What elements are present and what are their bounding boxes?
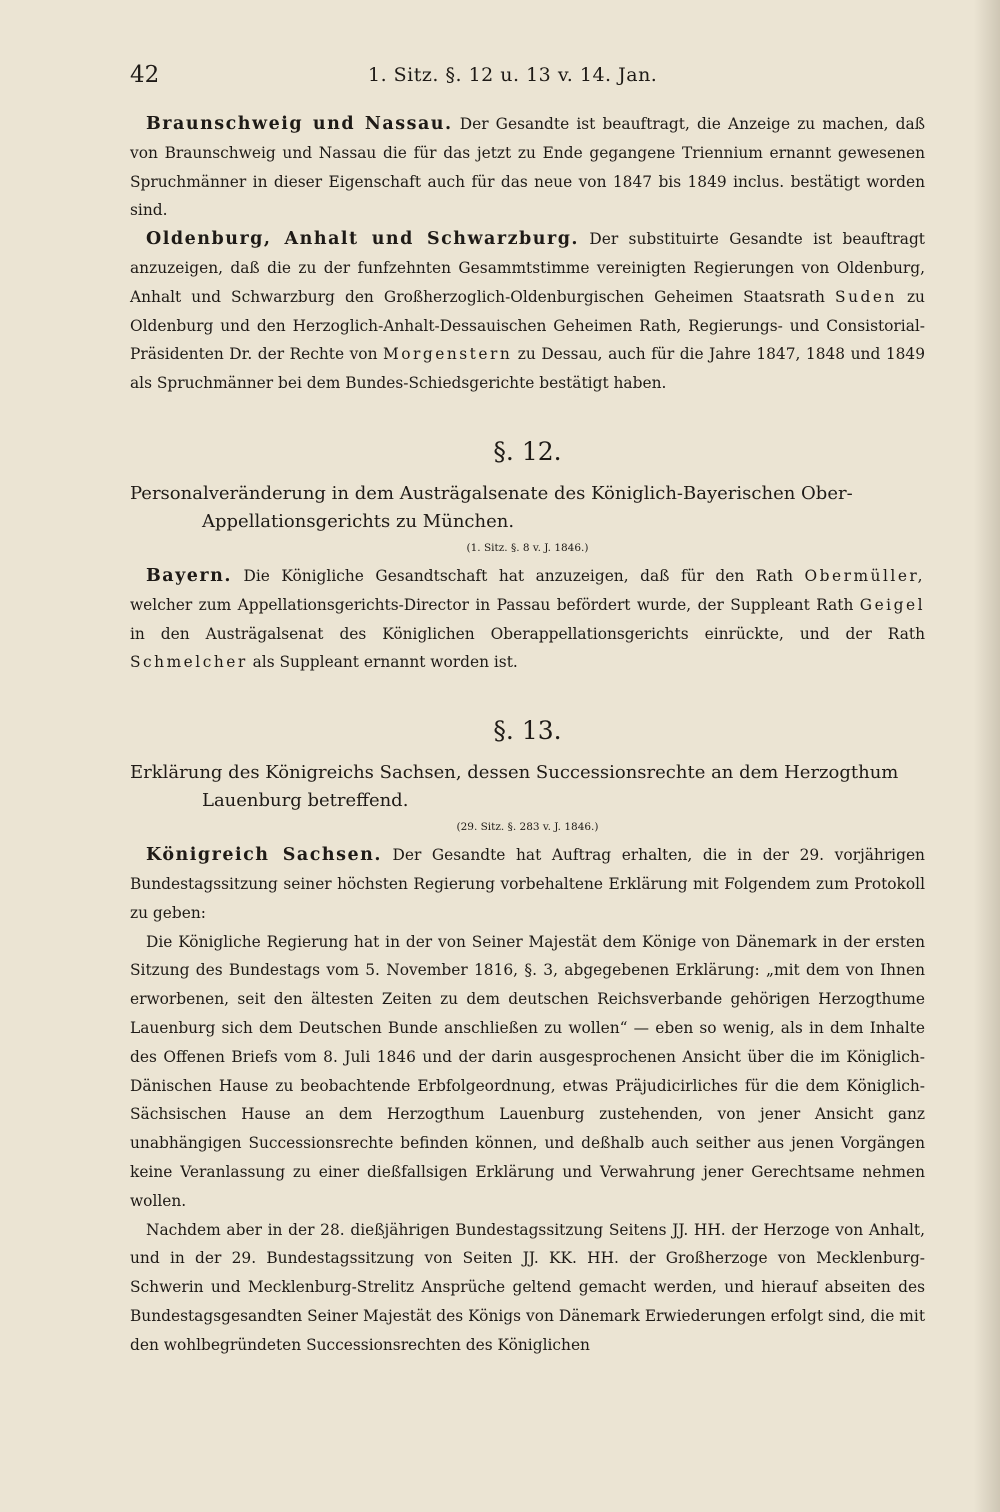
section-heading-12: §. 12. [493, 436, 562, 466]
paragraph-text: Der substituirte Gesandte ist beauftragt anzuzeigen, daß die zu der funfzehnten Gesammtstimme vereinigten Regierungen von Oldenburg, Anhalt und Schwarzburg den Großherzoglich-Oldenburgischen Geheimen Staatsrath [130, 230, 925, 306]
paragraph-erklaerung: Die Königliche Regierung hat in der von Seiner Majestät dem Könige von Dänemark in der ersten Sitzung des Bundestags vom 5. November 1816, §. 3, abgegebenen Erklärung: „mit dem von Ihnen erworbenen, seit den ältesten Zeiten zu dem deutschen Reichsverbande gehörigen Herzogthume Lauenburg sich dem Deutschen Bunde anschließen zu wollen“ — eben so wenig, als in dem Inhalte des Offenen Briefs vom 8. Juli 1846 und der darin ausgesprochenen Ansicht über die im Königlich-Dänischen Hause zu beobachtende Erbfolgeordnung, etwas Präjudicirliches für die dem Königlich-Sächsischen Hause an dem Herzogthum Lauenburg zustehenden, von jener Ansicht ganz unabhängigen Successionsrechte befinden können, und deßhalb auch seither aus jenen Vorgängen keine Veranlassung zu einer dießfallsigen Erklärung und Verwahrung jener Gerechtsame nehmen wollen. [130, 932, 925, 1210]
person-name: Geigel [859, 595, 925, 614]
section-reference-13: (29. Sitz. §. 283 v. J. 1846.) [456, 821, 599, 834]
paragraph-nachdem: Nachdem aber in der 28. dießjährigen Bundestagssitzung Seitens JJ. HH. der Herzoge von Anhalt, und in der 29. Bundestagssitzung von Seiten JJ. KK. HH. der Großherzoge von Mecklenburg-Schwerin und Mecklenburg-Strelitz Ansprüche geltend gemacht werden, und hierauf abseiten des Bundestagsgesandten Seiner Majestät des Königs von Dänemark Erwiederungen erfolgt sind, die mit den wohlbegründeten Successionsrechten des Königlichen [130, 1220, 925, 1354]
paragraph-text: Der Gesandte hat Auftrag erhalten, die in der 29. vorjährigen Bundestagssitzung seiner höchsten Regierung vorbehaltene Erklärung mit Folgendem zum Protokoll zu geben: [130, 846, 925, 922]
paragraph-text: welcher zum Appellationsgerichts-Director in Passau befördert wurde, der Suppleant Rath [130, 595, 854, 614]
paragraph-text: zu Oldenburg und den Herzoglich-Anhalt-Dessauischen Geheimen Rath, Regierungs- und Consistorial-Präsidenten Dr. der Rechte von [130, 287, 925, 364]
person-name: Morgenstern [383, 345, 513, 364]
paragraph-sachsen [130, 841, 925, 927]
section-reference-12: (1. Sitz. §. 8 v. J. 1846.) [466, 541, 589, 554]
paragraph-text: Der Gesandte ist beauftragt, die Anzeige zu machen, daß von Braunschweig und Nassau die für das jetzt zu Ende gegangene Triennium ernannt gewesenen Spruchmänner in dieser Eigenschaft auch für das neue von 1847 bis 1849 inclus. bestätigt worden sind. [130, 115, 925, 220]
section-title-12: Personalveränderung in dem Austrägalsenate des Königlich-Bayerischen Ober-Appellationsgerichts zu München. [130, 482, 853, 532]
paragraph-text: zu Dessau, auch für die Jahre 1847, 1848 und 1849 als Spruchmänner bei dem Bundes-Schiedsgerichte bestätigt haben. [130, 345, 925, 393]
paragraph-lead: Oldenburg, Anhalt und Schwarzburg. [146, 229, 580, 250]
section-heading-13: §. 13. [493, 716, 562, 746]
person-name: Obermüller, [804, 566, 925, 585]
paragraph-braunschweig [130, 110, 925, 225]
paragraph-bayern [130, 562, 925, 677]
page-body [130, 110, 925, 1360]
paragraph-lead: Königreich Sachsen. [146, 845, 382, 866]
paragraph-text: in den Austrägalsenat des Königlichen Oberappellationsgerichts einrückte, und der Rath [130, 624, 925, 643]
person-name: Schmelcher [130, 653, 248, 672]
section-title-13: Erklärung des Königreichs Sachsen, dessen Successionsrechte an dem Herzogthum Lauenburg betreffend. [130, 762, 899, 812]
paragraph-text: Die Königliche Gesandtschaft hat anzuzeigen, daß für den Rath [243, 566, 794, 585]
page-header [128, 62, 928, 92]
page-number: 42 [130, 62, 160, 88]
running-head: 1. Sitz. §. 12 u. 13 v. 14. Jan. [368, 64, 658, 86]
paragraph-text: als Suppleant ernannt worden ist. [252, 653, 518, 672]
person-name: Suden [835, 287, 897, 306]
paragraph-lead: Braunschweig und Nassau. [146, 114, 453, 134]
paragraph-lead: Bayern. [146, 565, 232, 586]
paragraph-oldenburg [130, 225, 925, 398]
